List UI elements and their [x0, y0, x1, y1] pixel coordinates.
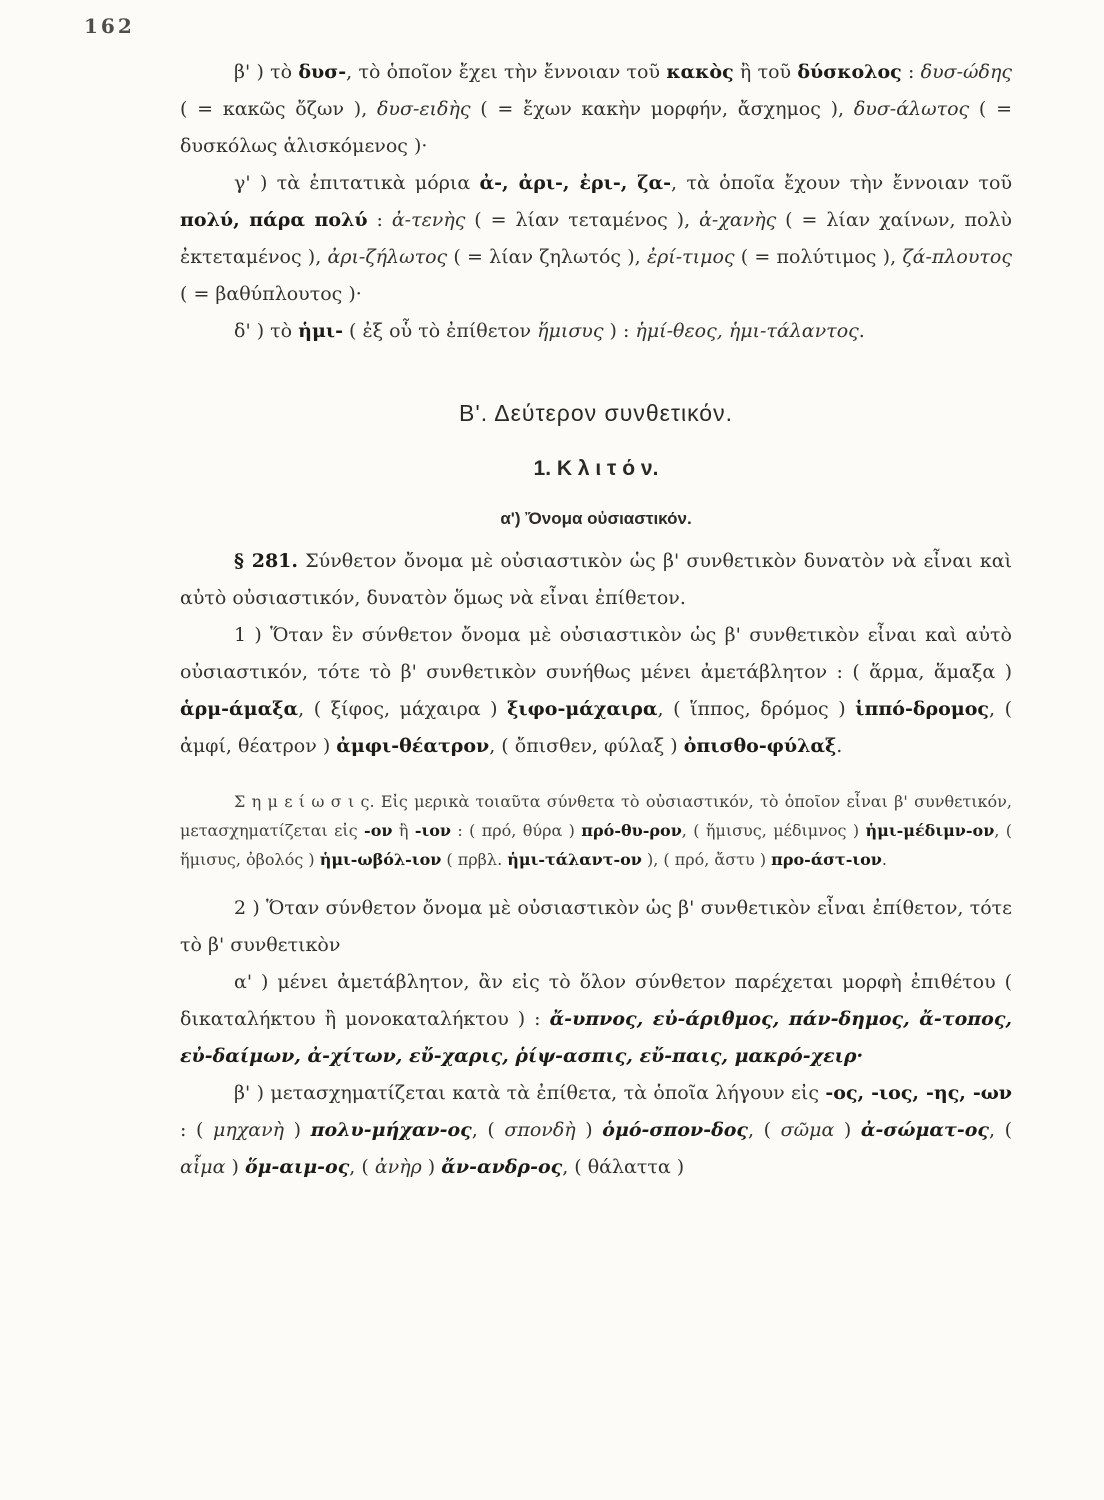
- text-run: ): [421, 1156, 442, 1178]
- text-run-i: αἷμα: [180, 1156, 226, 1178]
- text-run: δ' ) τὸ: [234, 320, 299, 342]
- text-run: ( = πολύτιμος ),: [734, 246, 903, 268]
- text-run-b: -ον: [364, 821, 393, 840]
- heading-kliton: [180, 457, 1012, 481]
- text-run: ( = κακῶς ὄζων ),: [180, 98, 377, 120]
- text-run-i: ἡμί-θεος, ἡμι-τάλαντος: [635, 320, 859, 342]
- text-run-b: δυσ-: [298, 61, 347, 83]
- text-run-b: -ιον: [414, 821, 451, 840]
- para-rule-2a: [180, 964, 1012, 1075]
- text-run-bi: ἀ-σώματ-ος: [860, 1119, 989, 1141]
- text-run: β' ) τὸ: [234, 61, 299, 83]
- heading-second-component: [180, 400, 1012, 427]
- text-run: , ( ἥμισυς, μέδιμνος ): [681, 821, 866, 840]
- text-run: 1. Κ λ ι τ ό ν.: [533, 457, 659, 480]
- para-rule-2b: [180, 1075, 1012, 1186]
- text-run-b: § 281.: [234, 550, 299, 572]
- text-run: ) :: [603, 320, 636, 342]
- text-run: , ( ἥμισυς, ὀβολός ): [180, 821, 1013, 869]
- text-run: ( πρβλ.: [441, 850, 508, 869]
- text-run: .: [836, 735, 843, 757]
- text-run: ), ( πρό, ἄστυ ): [641, 850, 772, 869]
- text-column: [180, 54, 1012, 1186]
- text-run: , (: [988, 1119, 1012, 1141]
- text-run-b: ἱππό-δρομος: [855, 698, 989, 720]
- para-section-281: [180, 543, 1012, 617]
- text-run-i: δυσ-ειδὴς: [376, 98, 471, 120]
- text-run-i: ζά-πλουτος: [902, 246, 1013, 268]
- text-run-i: ἀ-τενὴς: [391, 209, 466, 231]
- text-run: α') Ὄνομα οὐσιαστικόν.: [500, 509, 692, 528]
- text-run: γ' ) τὰ ἐπιτατικὰ μόρια: [234, 172, 480, 194]
- text-run-b: ἡμι-μέδιμν-ον: [865, 821, 995, 840]
- text-run: Β'. Δεύτερον συνθετικόν.: [459, 400, 733, 426]
- para-dys-prefix: [180, 54, 1012, 165]
- text-run: ( = δυσκόλως ἁλισκόμενος )·: [180, 98, 1012, 157]
- text-run: ( ἐξ οὗ τὸ ἐπίθετον: [342, 320, 538, 342]
- text-run-b: ἡμι-: [298, 320, 343, 342]
- text-run-i: ἥμισυς: [537, 320, 604, 342]
- text-run: ): [575, 1119, 603, 1141]
- text-run-bi: ὁμό-σπον-δος: [602, 1119, 748, 1141]
- para-rule-2: [180, 890, 1012, 964]
- text-run-b: πρό-θυ-ρον: [581, 821, 682, 840]
- text-run: : ( πρό, θύρα ): [450, 821, 582, 840]
- text-run: ἢ: [392, 821, 415, 840]
- text-run: Σύνθετον ὄνομα μὲ οὐσιαστικὸν ὡς β' συνθετικὸν δυνατὸν νὰ εἶναι καὶ αὐτὸ οὐσιαστικόν, δυνατὸν ὅμως νὰ εἶναι ἐπίθετον.: [180, 550, 1012, 609]
- text-run-b: ἀμφι-θέατρον: [336, 735, 490, 757]
- text-run: 1 ) Ὅταν ἓν σύνθετον ὄνομα μὲ οὐσιαστικὸν ὡς β' συνθετικὸν εἶναι καὶ αὐτὸ οὐσιαστικόν, τότε τὸ β' συνθετικὸν συνήθως μένει ἀμετάβλητον : ( ἅρμα, ἅμαξα ): [180, 624, 1012, 683]
- note-semeiosis: [180, 787, 1012, 874]
- para-rule-1: [180, 617, 1012, 765]
- text-run: , ( ἵππος, δρόμος ): [657, 698, 856, 720]
- text-run: :: [901, 61, 921, 83]
- text-run-b: ἡμι-ωβόλ-ιον: [319, 850, 442, 869]
- text-run: :: [367, 209, 392, 231]
- page-number: 162: [84, 14, 135, 38]
- text-run-bi: ἄ-υπνος, εὐ-άριθμος, πάν-δημος, ἄ-τοπος, εὐ-δαίμων, ἀ-χίτων, εὔ-χαρις, ῥίψ-ασπις, εὔ-παις, μακρό-χειρ·: [180, 1008, 1012, 1067]
- text-run-i: μηχανὴ: [213, 1119, 285, 1141]
- text-run-bi: ἄν-ανδρ-ος: [441, 1156, 563, 1178]
- text-run: Σ η μ ε ί ω σ ι ς. Εἰς μερικὰ τοιαῦτα σύνθετα τὸ οὐσιαστικόν, τὸ ὁποῖον εἶναι β' συνθετικόν, μετασχηματίζεται εἰς: [180, 792, 1012, 840]
- text-run-i: ἀρι-ζήλωτος: [327, 246, 448, 268]
- text-run: ( = λίαν ζηλωτός ),: [447, 246, 647, 268]
- text-run: .: [881, 850, 887, 869]
- text-run: , ( ξίφος, μάχαιρα ): [298, 698, 508, 720]
- text-run-i: ἀ-χανὴς: [699, 209, 777, 231]
- para-hemi-prefix: [180, 313, 1012, 350]
- text-run: , (: [471, 1119, 505, 1141]
- text-run-bi: πολυ-μήχαν-ος: [310, 1119, 472, 1141]
- text-run: ( = ἔχων κακὴν μορφήν, ἄσχημος ),: [470, 98, 854, 120]
- text-run-b: πολύ, πάρα πολύ: [180, 209, 368, 231]
- text-run-b: ἁρμ-άμαξα: [180, 698, 299, 720]
- text-run: ( = λίαν τεταμένος ),: [465, 209, 700, 231]
- text-run-i: ἐρί-τιμος: [646, 246, 735, 268]
- text-run: , τὸ ὁποῖον ἔχει τὴν ἔννοιαν τοῦ: [346, 61, 667, 83]
- text-run: , ( ἀμφί, θέατρον ): [180, 698, 1013, 757]
- text-run: ( = βαθύπλουτος )·: [180, 283, 362, 305]
- text-run: .: [858, 320, 865, 342]
- para-intensive-particles: [180, 165, 1012, 313]
- heading-noun-substantive: [180, 509, 1012, 529]
- text-run-i: δυσ-ώδης: [920, 61, 1012, 83]
- text-run: , (: [748, 1119, 781, 1141]
- text-run: ): [284, 1119, 311, 1141]
- text-run: : (: [180, 1119, 213, 1141]
- text-run: ἢ τοῦ: [733, 61, 798, 83]
- text-run: , ( θάλαττα ): [562, 1156, 685, 1178]
- text-run: , ( ὄπισθεν, φύλαξ ): [489, 735, 684, 757]
- text-run-i: σπονδὴ: [504, 1119, 576, 1141]
- text-run: ): [834, 1119, 861, 1141]
- text-run-b: ἀ-, ἀρι-, ἐρι-, ζα-: [479, 172, 672, 194]
- text-run: β' ) μετασχηματίζεται κατὰ τὰ ἐπίθετα, τὰ ὁποῖα λήγουν εἰς: [234, 1082, 826, 1104]
- text-run-b: ἡμι-τάλαντ-ον: [507, 850, 642, 869]
- text-run-b: -ος, -ιος, -ης, -ων: [825, 1082, 1012, 1104]
- text-run: 2 ) Ὅταν σύνθετον ὄνομα μὲ οὐσιαστικὸν ὡς β' συνθετικὸν εἶναι ἐπίθετον, τότε τὸ β' συνθετικὸν: [180, 897, 1012, 956]
- text-run-b: προ-άστ-ιον: [771, 850, 882, 869]
- text-run-bi: ὅμ-αιμ-ος: [244, 1156, 350, 1178]
- text-run: , (: [349, 1156, 375, 1178]
- text-run-i: δυσ-άλωτος: [853, 98, 970, 120]
- text-run-b: ξιφο-μάχαιρα: [507, 698, 658, 720]
- text-run-b: κακὸς: [666, 61, 734, 83]
- text-run-i: σῶμα: [780, 1119, 835, 1141]
- text-run: ( = λίαν χαίνων, πολὺ ἐκτεταμένος ),: [180, 209, 1012, 268]
- text-run: ): [225, 1156, 245, 1178]
- text-run: , τὰ ὁποῖα ἔχουν τὴν ἔννοιαν τοῦ: [671, 172, 1012, 194]
- text-run-b: δύσκολος: [797, 61, 902, 83]
- text-run-i: ἀνὴρ: [374, 1156, 422, 1178]
- text-run-b: ὀπισθο-φύλαξ: [683, 735, 837, 757]
- text-run: α' ) μένει ἀμετάβλητον, ἂν εἰς τὸ ὅλον σύνθετον παρέχεται μορφὴ ἐπιθέτου ( δικαταλήκτου ἢ μονοκαταλήκτου ) :: [180, 971, 1012, 1030]
